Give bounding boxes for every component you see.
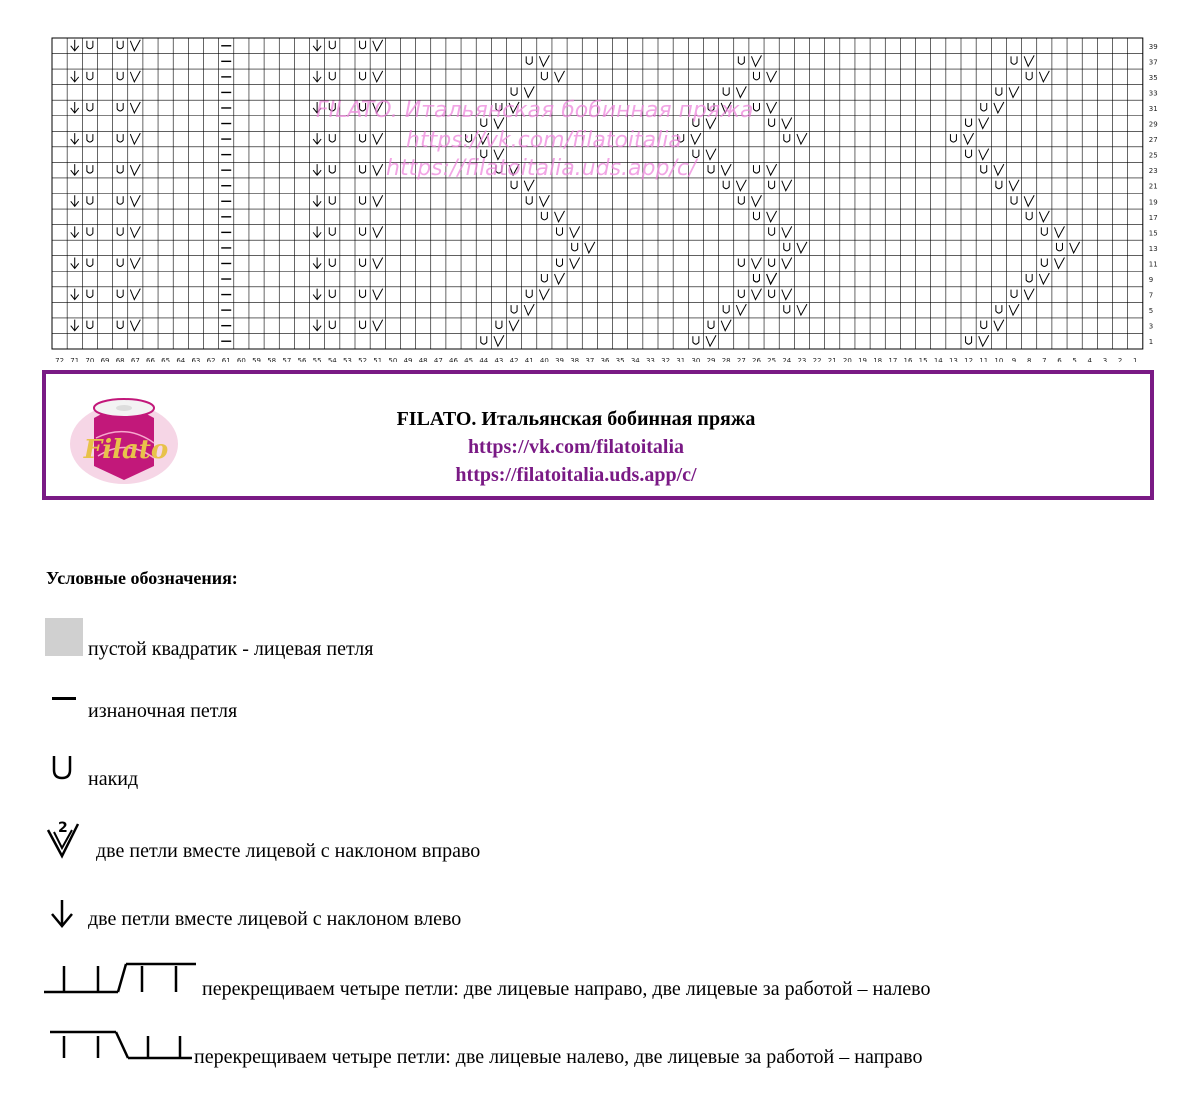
filato-logo-icon	[66, 388, 186, 488]
col-label: 35	[615, 357, 625, 362]
col-label: 40	[539, 357, 549, 362]
row-label: 15	[1148, 229, 1158, 238]
col-label: 44	[479, 357, 489, 362]
col-label: 52	[358, 357, 368, 362]
col-label: 25	[767, 357, 777, 362]
row-label: 1	[1148, 338, 1154, 347]
legend-title: Условные обозначения:	[46, 568, 238, 588]
row-label: 39	[1148, 42, 1158, 51]
col-label: 2	[1117, 357, 1123, 362]
k2tog-right-icon	[44, 818, 90, 862]
col-label: 21	[827, 357, 837, 362]
col-label: 56	[297, 357, 307, 362]
col-label: 22	[812, 357, 822, 362]
col-label: 63	[191, 357, 201, 362]
row-label: 11	[1148, 260, 1158, 269]
row-label: 31	[1148, 104, 1158, 113]
col-label: 32	[661, 357, 671, 362]
col-label: 28	[721, 357, 731, 362]
col-label: 7	[1042, 357, 1047, 362]
knitting-chart	[0, 0, 1200, 362]
legend-text: перекрещиваем четыре петли: две лицевые направо, две лицевые за работой – налево	[202, 978, 931, 1000]
col-label: 53	[342, 357, 352, 362]
watermark-url-uds: https://filatoitalia.uds.app/c/	[386, 156, 697, 181]
k2tog-left-icon	[44, 898, 86, 938]
col-label: 62	[206, 357, 216, 362]
purl-dash-icon	[44, 684, 86, 724]
col-label: 45	[464, 357, 474, 362]
col-label: 4	[1087, 357, 1093, 362]
cable-left-icon	[44, 1028, 194, 1068]
col-label: 49	[403, 357, 413, 362]
col-label: 58	[267, 357, 277, 362]
col-label: 20	[842, 357, 852, 362]
col-label: 18	[873, 357, 883, 362]
yarn-over-icon	[44, 752, 86, 792]
row-label: 21	[1148, 182, 1158, 191]
col-label: 26	[752, 357, 761, 362]
col-label: 64	[176, 357, 186, 362]
col-label: 36	[600, 357, 610, 362]
col-label: 27	[736, 357, 746, 362]
col-label: 41	[524, 357, 534, 362]
col-label: 43	[494, 357, 504, 362]
col-label: 51	[373, 357, 383, 362]
row-label: 17	[1148, 213, 1158, 222]
col-label: 24	[782, 357, 792, 362]
legend-text: изнаночная петля	[88, 700, 238, 722]
row-label: 25	[1148, 151, 1158, 160]
row-label: 29	[1148, 120, 1158, 129]
row-label: 13	[1148, 244, 1158, 253]
col-label: 10	[994, 357, 1004, 362]
col-label: 59	[252, 357, 261, 362]
k2tog-count-label: 2	[58, 820, 68, 836]
col-label: 30	[691, 357, 701, 362]
col-label: 9	[1011, 357, 1017, 362]
col-label: 3	[1102, 357, 1108, 362]
col-label: 14	[933, 357, 943, 362]
legend-text: перекрещиваем четыре петли: две лицевые налево, две лицевые за работой – направо	[194, 1046, 923, 1068]
col-label: 70	[85, 357, 95, 362]
banner-link-vk[interactable]: https://vk.com/filatoitalia	[467, 436, 685, 458]
col-label: 60	[236, 357, 246, 362]
col-label: 54	[327, 357, 337, 362]
row-label: 37	[1148, 58, 1158, 67]
col-label: 6	[1057, 357, 1062, 362]
col-label: 15	[918, 357, 928, 362]
col-label: 55	[312, 357, 322, 362]
row-label: 35	[1148, 73, 1158, 82]
col-label: 61	[221, 357, 231, 362]
brand-banner	[42, 370, 1154, 500]
col-label: 42	[509, 357, 519, 362]
col-label: 11	[979, 357, 989, 362]
col-label: 17	[888, 357, 898, 362]
row-label: 9	[1148, 276, 1154, 285]
legend-text: две петли вместе лицевой с наклоном влево	[88, 908, 462, 930]
col-label: 1	[1132, 357, 1138, 362]
banner-link-uds[interactable]: https://filatoitalia.uds.app/c/	[455, 464, 697, 486]
col-label: 29	[706, 357, 716, 362]
col-label: 19	[858, 357, 867, 362]
row-label: 27	[1148, 136, 1158, 145]
legend-text: две петли вместе лицевой с наклоном вправо	[96, 840, 481, 862]
legend-text: пустой квадратик - лицевая петля	[88, 638, 374, 660]
cable-right-icon	[44, 960, 200, 1000]
watermark-url-vk: https://vk.com/filatoitalia	[406, 128, 682, 153]
col-label: 31	[676, 357, 686, 362]
col-label: 38	[570, 357, 580, 362]
col-label: 8	[1026, 357, 1032, 362]
col-label: 48	[418, 357, 428, 362]
chart-grid	[0, 0, 1200, 362]
col-label: 71	[70, 357, 80, 362]
col-label: 39	[555, 357, 564, 362]
col-label: 66	[146, 357, 155, 362]
col-label: 50	[388, 357, 398, 362]
empty-square-icon	[44, 618, 86, 658]
col-label: 72	[55, 357, 65, 362]
col-label: 67	[130, 357, 140, 362]
col-label: 37	[585, 357, 595, 362]
col-label: 46	[449, 357, 458, 362]
logo-text: Filato	[83, 435, 169, 465]
col-label: 12	[964, 357, 974, 362]
col-label: 16	[903, 357, 913, 362]
row-label: 23	[1148, 167, 1158, 176]
col-label: 34	[630, 357, 640, 362]
col-label: 33	[645, 357, 655, 362]
col-label: 65	[161, 357, 171, 362]
row-label: 7	[1148, 291, 1154, 300]
legend-text: накид	[88, 768, 139, 790]
col-label: 5	[1072, 357, 1077, 362]
col-label: 57	[282, 357, 292, 362]
row-label: 33	[1148, 89, 1158, 98]
row-label: 19	[1148, 198, 1158, 207]
col-label: 47	[433, 357, 443, 362]
banner-title: FILATO. Итальянская бобинная пряжа	[396, 408, 756, 430]
watermark-title: FILATO. Итальянская бобинная пряжа	[316, 98, 754, 123]
col-label: 13	[948, 357, 958, 362]
col-label: 23	[797, 357, 807, 362]
row-label: 5	[1148, 307, 1154, 316]
col-label: 68	[115, 357, 125, 362]
row-label: 3	[1148, 322, 1154, 331]
col-label: 69	[100, 357, 110, 362]
